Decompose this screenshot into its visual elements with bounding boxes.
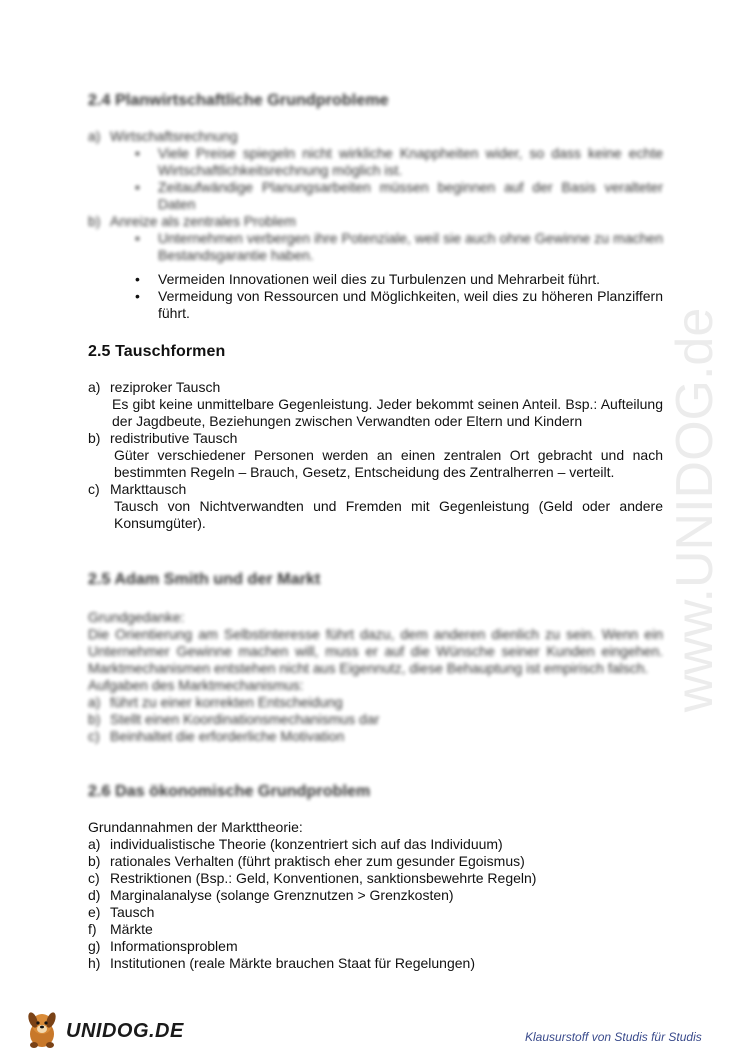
- section-2-4-clear: [88, 271, 663, 322]
- footer-note: Klausurstoff von Studis für Studis: [525, 1030, 702, 1044]
- tauschformen-list: [88, 379, 663, 532]
- bullet-item: [88, 179, 663, 213]
- list-label: b): [88, 853, 101, 869]
- bullet-item: [88, 230, 663, 264]
- list-label: a): [88, 379, 101, 395]
- bullet-item: [88, 288, 663, 322]
- list-item: [88, 938, 663, 955]
- list-text: führt zu einer korrekten Entscheidung: [110, 694, 343, 710]
- list-text: Tausch: [110, 904, 155, 920]
- list-head: reziproker Tausch: [110, 379, 221, 395]
- bullet-text: Zeitaufwändige Planungsarbeiten müssen beginnen auf der Basis veralteter Daten: [158, 179, 663, 212]
- list-item: [88, 870, 663, 887]
- bullet-icon: •: [135, 230, 140, 246]
- bullet-text: Viele Preise spiegeln nicht wirkliche Knappheiten wider, so dass keine echte Wirtschaftlichkeitsrechnung möglich ist.: [158, 145, 663, 178]
- list-label: a): [88, 128, 101, 144]
- list-label: d): [88, 887, 101, 903]
- bullet-item: [88, 145, 663, 179]
- bullet-icon: •: [135, 288, 140, 304]
- list-text: rationales Verhalten (führt praktisch eher zum gesunder Egoismus): [110, 853, 525, 869]
- list-item: [88, 694, 663, 711]
- bullet-icon: •: [135, 179, 140, 195]
- list-label: b): [88, 430, 101, 446]
- list-item: [88, 904, 663, 921]
- list-intro: Grundannahmen der Markttheorie:: [88, 819, 303, 835]
- list-label: c): [88, 481, 100, 497]
- list-item: [88, 921, 663, 938]
- bullet-icon: •: [135, 271, 140, 287]
- bullet-text: Vermeidung von Ressourcen und Möglichkeiten, weil dies zu höheren Planziffern führt.: [158, 288, 663, 321]
- list-text: Wirtschaftsrechnung: [110, 128, 238, 144]
- list-item: [88, 836, 663, 853]
- section-title: 2.5 Adam Smith und der Markt: [88, 571, 321, 588]
- list-label: h): [88, 955, 101, 971]
- section-title: 2.5 Tauschformen: [88, 343, 226, 360]
- list-item: [88, 213, 663, 230]
- list-item: [88, 128, 663, 145]
- section-adam-smith: [88, 571, 663, 589]
- list-text: Beinhaltet die erforderliche Motivation: [110, 728, 345, 744]
- list-item: [88, 481, 663, 498]
- list-label: a): [88, 694, 101, 710]
- bullet-text: Unternehmen verbergen ihre Potenziale, weil sie auch ohne Gewinne zu machen Bestandsgarantie haben.: [158, 230, 663, 263]
- list-text: individualistische Theorie (konzentriert sich auf das Individuum): [110, 836, 503, 852]
- markttheorie-list: [88, 819, 663, 972]
- list-label: c): [88, 870, 100, 886]
- intro-label: Grundgedanke:: [88, 609, 185, 625]
- list-text: Anreize als zentrales Problem: [110, 213, 296, 229]
- bullet-icon: •: [135, 145, 140, 161]
- adam-smith-body: [88, 609, 663, 745]
- list-body: Es gibt keine unmittelbare Gegenleistung. Jeder bekommt seinen Anteil. Bsp.: Aufteilung der Jagdbeute, Beziehungen zwischen Verwandten oder Eltern und Kindern: [112, 396, 663, 429]
- list-label: c): [88, 728, 100, 744]
- list-body: Güter verschiedener Personen werden an einen zentralen Ort gebracht und nach bestimmten Regeln – Brauch, Gesetz, Entscheidung des Zentralherren – verteilt.: [114, 447, 663, 480]
- list-text: Märkte: [110, 921, 153, 937]
- list-item: [88, 711, 663, 728]
- section-2-4-part-a: [88, 128, 663, 264]
- list-head: Markttausch: [110, 481, 187, 497]
- dog-icon: [22, 1008, 62, 1050]
- section-title: 2.6 Das ökonomische Grundproblem: [88, 783, 371, 800]
- section-2-4: [88, 92, 663, 110]
- list-text: Institutionen (reale Märkte brauchen Staat für Regelungen): [110, 955, 475, 971]
- section-2-6: [88, 783, 663, 801]
- list-label: a): [88, 836, 101, 852]
- bullet-text: Vermeiden Innovationen weil dies zu Turbulenzen und Mehrarbeit führt.: [158, 271, 601, 287]
- list-text: Informationsproblem: [110, 938, 238, 954]
- list-item: [88, 430, 663, 447]
- unidog-logo[interactable]: [22, 1008, 192, 1053]
- list-item: [88, 887, 663, 904]
- list-item: [88, 728, 663, 745]
- list-label: b): [88, 711, 101, 727]
- list-label: b): [88, 213, 101, 229]
- bullet-item: [88, 271, 663, 288]
- section-2-5: [88, 343, 663, 361]
- list-text: Marginalanalyse (solange Grenznutzen > Grenzkosten): [110, 887, 454, 903]
- watermark-text: www.UNIDOG.de: [666, 307, 724, 713]
- list-label: e): [88, 904, 101, 920]
- list-text: Stellt einen Koordinationsmechanismus dar: [110, 711, 380, 727]
- tasks-label: Aufgaben des Marktmechanismus:: [88, 677, 304, 693]
- intro-text: Die Orientierung am Selbstinteresse führt dazu, dem anderen dienlich zu sein. Wenn ein Unternehmer Gewinne machen will, muss er auf die Wünsche seiner Kunden eingehen. Marktmechanismen entstehen nicht aus Eigennutz, diese Behauptung ist empirisch falsch.: [88, 626, 663, 676]
- list-label: f): [88, 921, 97, 937]
- section-title: 2.4 Planwirtschaftliche Grundprobleme: [88, 92, 389, 109]
- list-head: redistributive Tausch: [110, 430, 238, 446]
- list-item: [88, 955, 663, 972]
- list-label: g): [88, 938, 101, 954]
- logo-text: UNIDOG.DE: [66, 1020, 184, 1042]
- list-text: Restriktionen (Bsp.: Geld, Konventionen, sanktionsbewehrte Regeln): [110, 870, 537, 886]
- list-item: [88, 853, 663, 870]
- list-body: Tausch von Nichtverwandten und Fremden mit Gegenleistung (Geld oder andere Konsumgüter).: [114, 498, 663, 531]
- list-item: [88, 379, 663, 396]
